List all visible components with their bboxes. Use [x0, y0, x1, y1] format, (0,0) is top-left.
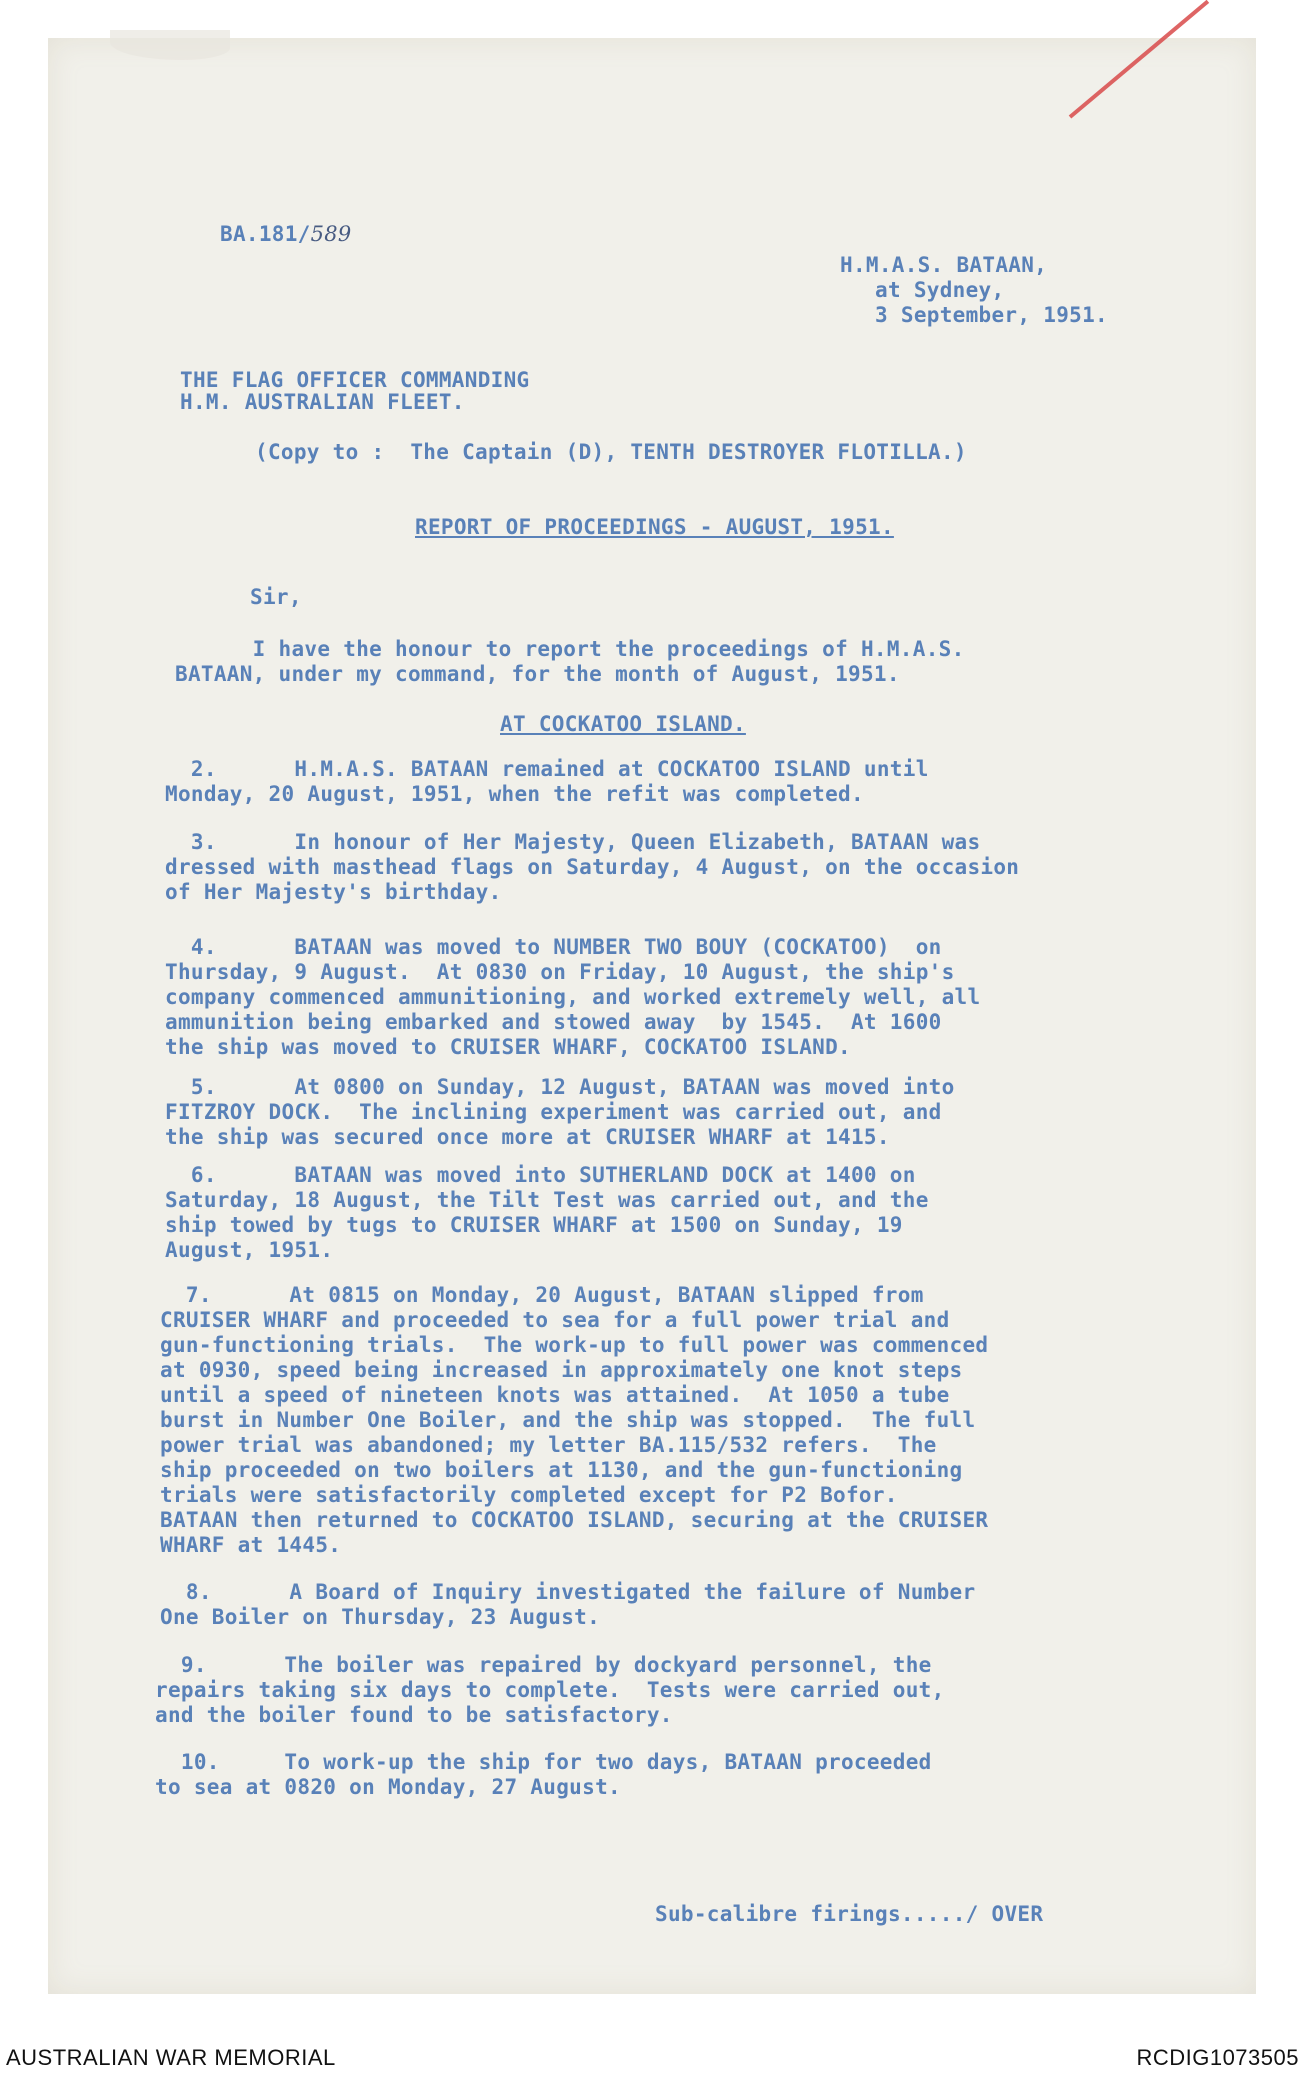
continuation-note: Sub-calibre firings...../ OVER: [655, 1902, 1044, 1926]
paragraph-8: 8. A Board of Inquiry investigated the failure of Number One Boiler on Thursday, 23 August.: [160, 1580, 976, 1629]
paragraph-5: 5. At 0800 on Sunday, 12 August, BATAAN was moved into FITZROY DOCK. The inclining experiment was carried out, and the ship was secured once more at CRUISER WHARF at 1415.: [165, 1075, 955, 1149]
ship-address-line-2: at Sydney,: [875, 278, 1005, 302]
addressee-line-1: THE FLAG OFFICER COMMANDING: [180, 368, 530, 392]
intro-paragraph: I have the honour to report the proceedings of H.M.A.S. BATAAN, under my command, for the month of August, 1951.: [175, 637, 965, 686]
archive-id: RCDIG1073505: [1136, 2045, 1299, 2070]
handwritten-number: 589: [310, 222, 352, 246]
ship-address-line-1: H.M.A.S. BATAAN,: [840, 253, 1048, 277]
report-title: REPORT OF PROCEEDINGS - AUGUST, 1951.: [415, 515, 894, 539]
addressee-line-2: H.M. AUSTRALIAN FLEET.: [180, 390, 465, 414]
paragraph-7: 7. At 0815 on Monday, 20 August, BATAAN slipped from CRUISER WHARF and proceeded to sea for a full power trial and gun-functioning trials. The work-up to full power was commenced at 0930, speed being increased in approximately one knot steps until a speed of nineteen knots was attained. At 1050 a tube burst in Number One Boiler, and the ship was stopped. The full power trial was abandoned; my letter BA.115/532 refers. The ship proceeded on two boilers at 1130, and the gun-functioning trials were satisfactorily completed except for P2 Bofor. BATAAN then returned to COCKATOO ISLAND, securing at the CRUISER WHARF at 1445.: [160, 1283, 989, 1557]
paragraph-3: 3. In honour of Her Majesty, Queen Elizabeth, BATAAN was dressed with masthead flags on Saturday, 4 August, on the occasion of Her Majesty's birthday.: [165, 830, 1020, 904]
letter-date: 3 September, 1951.: [875, 303, 1108, 327]
file-reference: BA.181/589: [220, 222, 352, 246]
paragraph-2: 2. H.M.A.S. BATAAN remained at COCKATOO ISLAND until Monday, 20 August, 1951, when the refit was completed.: [165, 757, 929, 806]
salutation: Sir,: [250, 585, 302, 609]
paragraph-6: 6. BATAAN was moved into SUTHERLAND DOCK at 1400 on Saturday, 18 August, the Tilt Test was carried out, and the ship towed by tugs to CRUISER WHARF at 1500 on Sunday, 19 August, 1951.: [165, 1163, 929, 1262]
copy-to: (Copy to : The Captain (D), TENTH DESTROYER FLOTILLA.): [255, 440, 967, 464]
paragraph-10: 10. To work-up the ship for two days, BATAAN proceeded to sea at 0820 on Monday, 27 August.: [155, 1750, 932, 1799]
archive-name: AUSTRALIAN WAR MEMORIAL: [6, 2045, 336, 2070]
section-heading: AT COCKATOO ISLAND.: [500, 712, 746, 736]
paragraph-4: 4. BATAAN was moved to NUMBER TWO BOUY (COCKATOO) on Thursday, 9 August. At 0830 on Friday, 10 August, the ship's company commenced ammunitioning, and worked extremely well, all ammunition being embarked and stowed away by 1545. At 1600 the ship was moved to CRUISER WHARF, COCKATOO ISLAND.: [165, 935, 981, 1059]
paragraph-9: 9. The boiler was repaired by dockyard personnel, the repairs taking six days to complete. Tests were carried out, and the boiler found to be satisfactory.: [155, 1653, 945, 1727]
